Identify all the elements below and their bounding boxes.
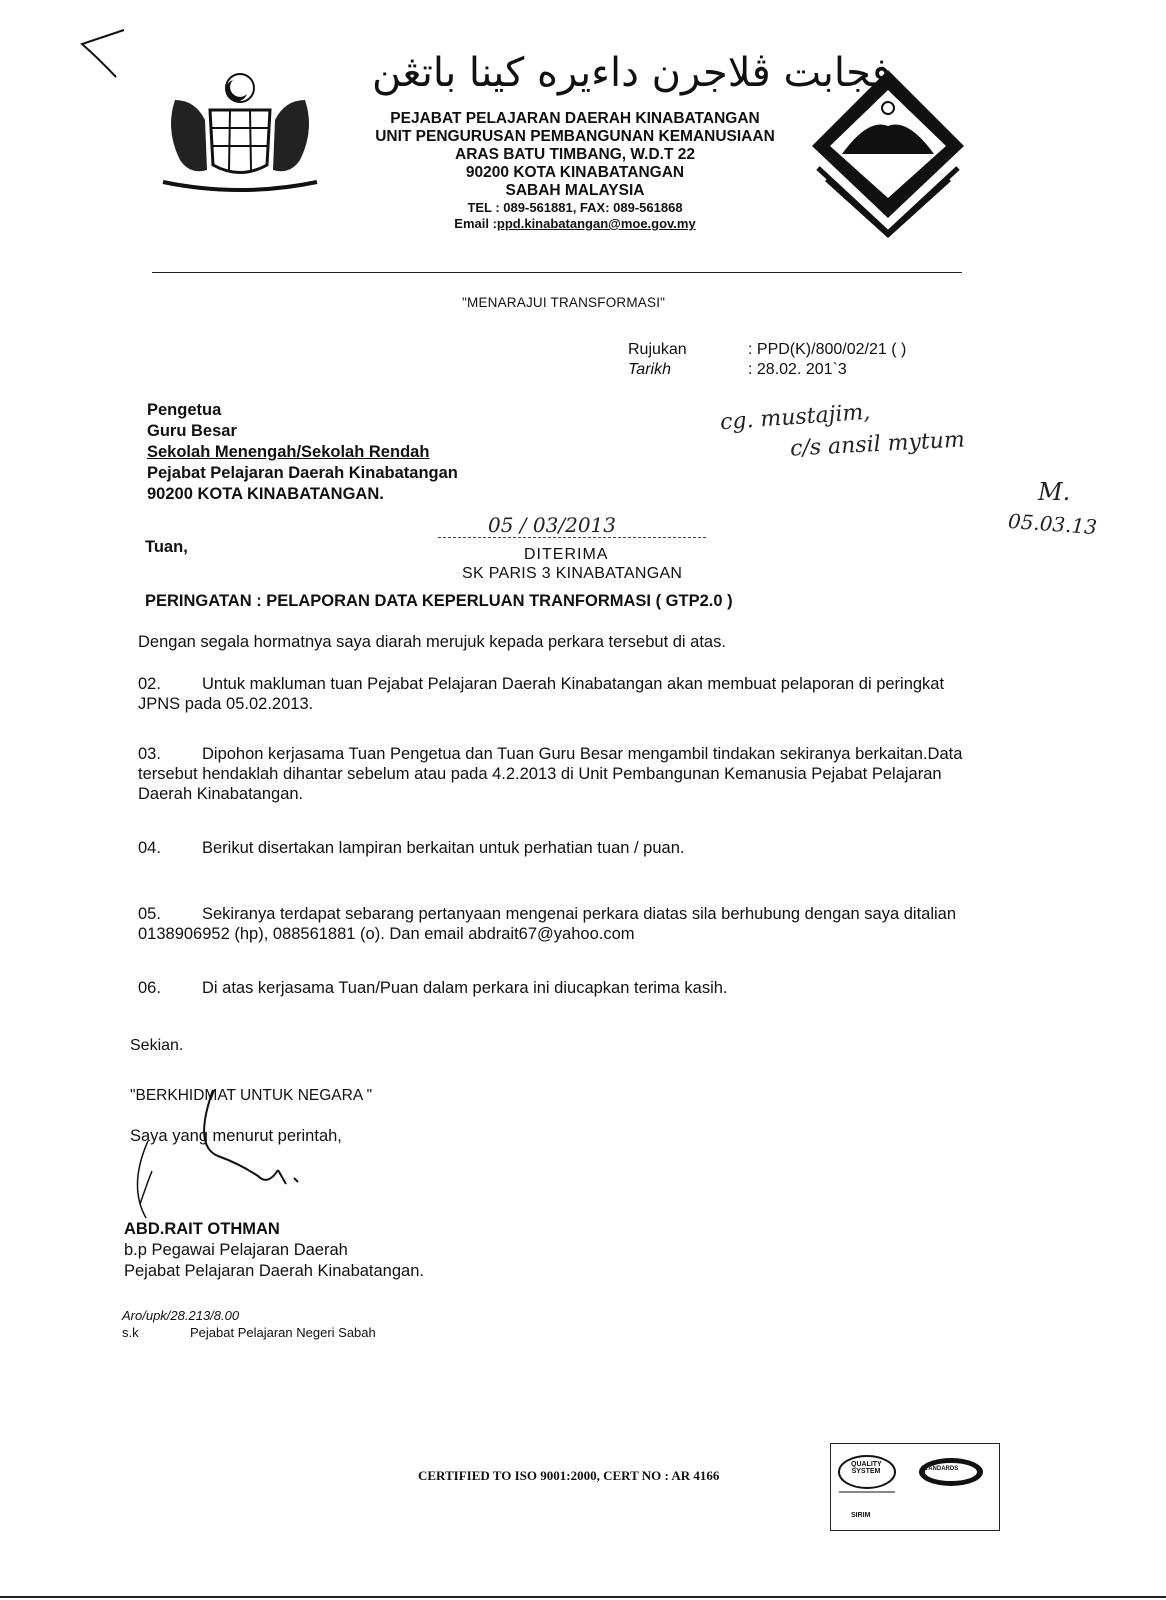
- paragraph-text: Berikut disertakan lampiran berkaitan untuk perhatian tuan / puan.: [202, 839, 685, 857]
- corner-check-mark: [68, 22, 138, 82]
- paragraph: [138, 838, 978, 858]
- bottom-scan-edge: [0, 1596, 1166, 1598]
- iso-certification-logo: [830, 1443, 1000, 1531]
- signature-mark: [128, 1086, 318, 1226]
- handwritten-initial: M.: [1038, 478, 1071, 506]
- handwritten-note: c/s ansil mytum: [789, 427, 966, 462]
- iso-quality-label: QUALITY SYSTEM: [851, 1461, 882, 1475]
- intro-paragraph: Dengan segala hormatnya saya diarah merujuk kepada perkara tersebut di atas.: [138, 633, 726, 651]
- letterhead-text: [340, 110, 810, 232]
- iso-certification-text: CERTIFIED TO ISO 9001:2000, CERT NO : AR 4166: [418, 1468, 720, 1483]
- copy-to-line: [122, 1324, 376, 1341]
- signer-name: ABD.RAIT OTHMAN: [124, 1220, 280, 1238]
- letterhead-line: 90200 KOTA KINABATANGAN: [465, 164, 685, 181]
- letterhead-line: SABAH MALAYSIA: [505, 182, 645, 199]
- letterhead-line: UNIT PENGURUSAN PEMBANGUNAN KEMANUSIAAN: [375, 128, 775, 145]
- received-school: SK PARIS 3 KINABATANGAN: [462, 565, 683, 582]
- paragraph-number: 03.: [138, 745, 161, 763]
- email-label: Email :: [454, 216, 497, 231]
- received-date: 05 / 03/2013: [488, 513, 616, 537]
- tarikh-label: Tarikh: [628, 361, 671, 378]
- file-reference: Aro/upk/28.213/8.00: [122, 1308, 240, 1323]
- email-link[interactable]: ppd.kinabatangan@moe.gov.my: [496, 216, 696, 231]
- paragraph-text: Dipohon kerjasama Tuan Pengetua dan Tuan Guru Besar mengambil tindakan sekiranya berkaitan.Data tersebut hendaklah dihantar sebelum atau pada 4.2.2013 di Unit Pembangunan Kemanusia Pejabat Pelajaran Daerah Kinabatangan.: [138, 745, 963, 803]
- signer-block: [124, 1219, 424, 1282]
- iso-sirim-label: SIRIM: [851, 1512, 871, 1519]
- paragraph: [138, 978, 978, 998]
- jawi-title: فجابت ڤلاجرن داءيره كينا باتڠن: [372, 50, 892, 96]
- recipient-line: Pengetua: [147, 401, 222, 419]
- paragraph-number: 02.: [138, 675, 161, 693]
- reference-values: [748, 340, 906, 380]
- iso-standards-label: STANDARDS: [921, 1466, 959, 1472]
- recipient-line: Guru Besar: [147, 422, 237, 440]
- signer-position: b.p Pegawai Pelajaran Daerah: [124, 1241, 348, 1259]
- closing-saya: Saya yang menurut perintah,: [130, 1127, 342, 1145]
- letterhead-line: ARAS BATU TIMBANG, W.D.T 22: [455, 146, 695, 163]
- closing-sekian: Sekian.: [130, 1037, 184, 1054]
- email-line: [340, 216, 810, 232]
- motto: "MENARAJUI TRANSFORMASI": [462, 295, 666, 310]
- salutation: Tuan,: [145, 538, 188, 556]
- header-divider: [152, 272, 962, 273]
- paragraph-text: Sekiranya terdapat sebarang pertanyaan mengenai perkara diatas sila berhubung dengan saya ditalian 0138906952 (hp), 088561881 (o). Dan email abdrait67@yahoo.com: [138, 905, 957, 943]
- paragraph: [138, 904, 978, 944]
- recipient-line: Pejabat Pelajaran Daerah Kinabatangan: [147, 464, 458, 482]
- paragraph: [138, 744, 978, 804]
- recipient-line: Sekolah Menengah/Sekolah Rendah: [147, 443, 430, 461]
- copy-to-label: s.k: [122, 1325, 139, 1340]
- letter-subject: PERINGATAN : PELAPORAN DATA KEPERLUAN TRANFORMASI ( GTP2.0 ): [145, 592, 733, 610]
- paragraph-number: 06.: [138, 979, 161, 997]
- coat-of-arms-icon: [155, 70, 325, 200]
- paragraph-number: 05.: [138, 905, 161, 923]
- paragraph-text: Di atas kerjasama Tuan/Puan dalam perkara ini diucapkan terima kasih.: [202, 979, 728, 997]
- tarikh-value: : 28.02. 201`3: [748, 361, 847, 378]
- paragraph: [138, 674, 978, 714]
- paragraph-text: Untuk makluman tuan Pejabat Pelajaran Daerah Kinabatangan akan membuat pelaporan di peringkat JPNS pada 05.02.2013.: [138, 675, 945, 713]
- copy-to-value: Pejabat Pelajaran Negeri Sabah: [190, 1325, 376, 1340]
- rujukan-label: Rujukan: [628, 341, 687, 358]
- handwritten-date: 05.03.13: [1007, 508, 1098, 540]
- file-reference-block: [122, 1307, 376, 1341]
- tel-fax: TEL : 089-561881, FAX: 089-561868: [467, 200, 683, 215]
- received-label: DITERIMA: [524, 546, 609, 563]
- handwritten-note: cg. mustajim,: [719, 399, 872, 436]
- paragraph-number: 04.: [138, 839, 161, 857]
- closing-motto: "BERKHIDMAT UNTUK NEGARA ": [130, 1087, 373, 1104]
- signer-office: Pejabat Pelajaran Daerah Kinabatangan.: [124, 1262, 424, 1280]
- recipient-address: [147, 400, 458, 505]
- recipient-line: 90200 KOTA KINABATANGAN.: [147, 485, 384, 503]
- reference-labels: [628, 340, 687, 380]
- rujukan-value: : PPD(K)/800/02/21 ( ): [748, 341, 907, 358]
- received-stamp-line: [438, 537, 706, 538]
- letterhead-line: PEJABAT PELAJARAN DAERAH KINABATANGAN: [390, 110, 760, 127]
